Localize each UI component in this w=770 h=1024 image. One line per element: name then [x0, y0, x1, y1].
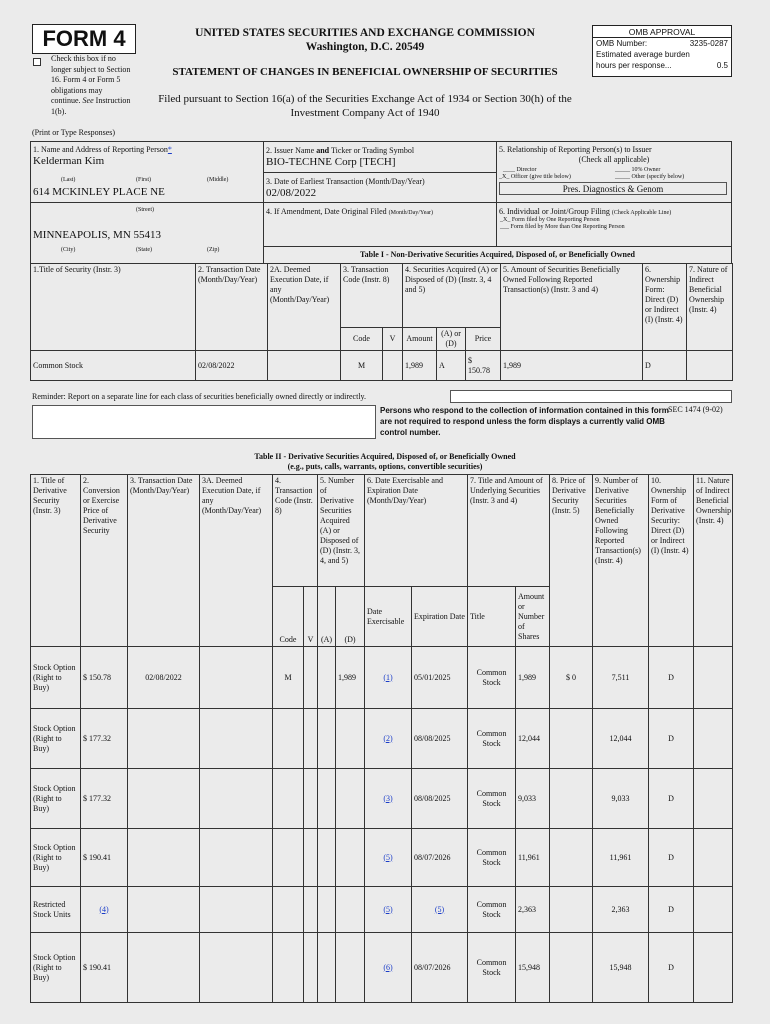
t2-expiration: 08/07/2026 [412, 829, 468, 887]
omb-title: OMB APPROVAL [593, 26, 731, 38]
table-row [31, 829, 733, 887]
t2-form: D [649, 709, 694, 769]
t2-date: 02/08/2022 [128, 647, 200, 709]
omb-number-value: 3235-0287 [689, 39, 728, 48]
t1-price: 150.78 [468, 365, 490, 375]
other-option: Other (specify below) [631, 174, 685, 180]
city-label: (City) [61, 247, 76, 253]
t2-v [304, 709, 318, 769]
t2-owned: 15,948 [593, 933, 649, 1003]
t2-nature [694, 887, 733, 933]
first-label: (First) [136, 177, 151, 183]
t2-h-ul-title: Title [468, 587, 516, 647]
t2-owned: 7,511 [593, 647, 649, 709]
t2-nature [694, 647, 733, 709]
t1-nature [687, 351, 733, 381]
box4-label: 4. If Amendment, Date Original Filed [266, 207, 387, 216]
t2-security: Stock Option (Right to Buy) [31, 829, 81, 887]
t2-ul-title: Common Stock [468, 709, 516, 769]
t2-d [336, 933, 365, 1003]
box1-label: 1. Name and Address of Reporting Person [33, 145, 168, 154]
t2-h-date: 3. Transaction Date (Month/Day/Year) [128, 475, 200, 647]
state-label: (State) [136, 247, 152, 253]
table2-title: Table II - Derivative Securities Acquired, Disposed of, or Beneficially Owned [254, 452, 516, 461]
omb-hours-value: 0.5 [716, 61, 728, 70]
agency-heading [160, 26, 570, 54]
t2-d [336, 769, 365, 829]
box3-label: 3. Date of Earliest Transaction (Month/Day/Year) [266, 177, 425, 186]
t1-h-price: Price [466, 328, 501, 351]
t2-deemed [200, 933, 273, 1003]
t1-price-sign: $ [468, 355, 472, 365]
t2-h-exp: Expiration Date [412, 587, 468, 647]
t2-expiration: 05/01/2025 [412, 647, 468, 709]
t2-h-v: V [304, 587, 318, 647]
street-label: (Street) [136, 207, 154, 213]
t2-deemed [200, 829, 273, 887]
t2-security: Stock Option (Right to Buy) [31, 709, 81, 769]
t2-nature [694, 829, 733, 887]
t2-nature [694, 933, 733, 1003]
notice-box [32, 405, 376, 439]
t2-d [336, 887, 365, 933]
t2-v [304, 829, 318, 887]
t1-price-cell [466, 351, 501, 381]
box1-footnote-mark[interactable]: * [167, 145, 172, 154]
t1-h-title: 1.Title of Security (Instr. 3) [31, 264, 196, 351]
table1-title: Table I - Non-Derivative Securities Acquired, Disposed of, or Beneficially Owned [263, 246, 732, 264]
t2-date [128, 933, 200, 1003]
table-row [31, 647, 733, 709]
t2-deriv-price [550, 887, 593, 933]
t2-v [304, 769, 318, 829]
t2-owned: 9,033 [593, 769, 649, 829]
t1-date: 02/08/2022 [196, 351, 268, 381]
t2-h-date-ex: Date Exercisable [365, 587, 412, 647]
table2-title-block [150, 452, 620, 472]
t2-expiration: 08/08/2025 [412, 709, 468, 769]
t2-owned: 12,044 [593, 709, 649, 769]
form-title: FORM 4 [32, 24, 136, 54]
t2-exercisable-footnote[interactable]: (2) [383, 733, 393, 743]
t2-exercisable-footnote[interactable]: (6) [383, 962, 393, 972]
table2 [30, 474, 733, 1003]
t2-ul-title: Common Stock [468, 829, 516, 887]
t2-form: D [649, 769, 694, 829]
t2-h-conversion: 2. Conversion or Exercise Price of Derivative Security [81, 475, 128, 647]
t2-form: D [649, 933, 694, 1003]
checkbox-label [51, 54, 131, 117]
earliest-date: 02/08/2022 [266, 187, 317, 199]
t2-ul-amount: 2,363 [516, 887, 550, 933]
reporting-person-city: MINNEAPOLIS, MN 55413 [33, 229, 162, 241]
section16-checkbox[interactable] [33, 58, 41, 66]
table-row [31, 933, 733, 1003]
t2-h-ul-amount: Amount or Number of Shares [516, 587, 550, 647]
filing-type-box [496, 202, 732, 247]
agency-line2: Washington, D.C. 20549 [305, 41, 425, 53]
t2-d [336, 829, 365, 887]
t1-h-date: 2. Transaction Date (Month/Day/Year) [196, 264, 268, 351]
t1-aord: A [437, 351, 466, 381]
t1-h-deemed: 2A. Deemed Execution Date, if any (Month/Day/Year) [268, 264, 341, 351]
t1-code: M [341, 351, 383, 381]
table-row [31, 351, 733, 381]
box2-label-a: 2. Issuer Name [266, 146, 315, 155]
t1-owned: 1,989 [501, 351, 643, 381]
t2-h-a: (A) [318, 587, 336, 647]
earliest-transaction-box [263, 172, 497, 203]
t2-date [128, 887, 200, 933]
t2-a [318, 887, 336, 933]
t2-expiration: 08/07/2026 [412, 933, 468, 1003]
officer-title: Pres. Diagnostics & Genom [499, 182, 727, 195]
reporting-person-street: 614 MCKINLEY PLACE NE [33, 186, 165, 198]
zip-label: (Zip) [207, 247, 220, 253]
t1-amount: 1,989 [403, 351, 437, 381]
reminder-box [450, 390, 732, 403]
officer-option: Officer (give title below) [510, 174, 571, 180]
t2-a [318, 769, 336, 829]
checkbox-see: See [82, 96, 94, 105]
filed-line2: Investment Company Act of 1940 [290, 107, 440, 119]
t1-h-aord: (A) or (D) [437, 328, 466, 351]
t2-security: Stock Option (Right to Buy) [31, 769, 81, 829]
t2-v [304, 887, 318, 933]
t2-ul-amount: 15,948 [516, 933, 550, 1003]
t2-a [318, 647, 336, 709]
t2-code [273, 769, 304, 829]
t2-nature [694, 709, 733, 769]
t2-h-form: 10. Ownership Form of Derivative Security: Direct (D) or Indirect (I) (Instr. 4) [649, 475, 694, 647]
t1-h-code: 3. Transaction Code (Instr. 8) [341, 264, 403, 328]
box6-sub: (Check Applicable Line) [611, 210, 672, 216]
t2-deriv-price: $ 0 [550, 647, 593, 709]
box5-label: 5. Relationship of Reporting Person(s) to Issuer [499, 145, 652, 154]
middle-label: (Middle) [207, 177, 229, 183]
t2-a [318, 709, 336, 769]
omb-hours-label: hours per response... [596, 61, 672, 70]
t2-deriv-price [550, 933, 593, 1003]
t2-security: Restricted Stock Units [31, 887, 81, 933]
t2-h-nature: 11. Nature of Indirect Beneficial Ownership (Instr. 4) [694, 475, 733, 647]
amendment-box [263, 202, 497, 247]
t2-ul-title: Common Stock [468, 887, 516, 933]
relationship-box: 5. Relationship of Reporting Person(s) to Issuer (Check all applicable) ____ Director _____ 10% Owner _X_ Officer (give title below) _____ Other (specify below) Pres. Diagnostics & Genom [496, 141, 732, 203]
t2-price: $ 190.41 [81, 933, 128, 1003]
t1-h-amount: Amount [403, 328, 437, 351]
t2-v [304, 933, 318, 1003]
box2-label-and: and [316, 146, 330, 155]
t2-date [128, 769, 200, 829]
t2-exercisable-footnote[interactable]: (3) [383, 793, 393, 803]
t2-code [273, 709, 304, 769]
reporting-person-name: Kelderman Kim [33, 155, 105, 167]
director-option: Director [516, 167, 537, 173]
t2-deemed [200, 887, 273, 933]
t2-form: D [649, 647, 694, 709]
t2-ul-amount: 12,044 [516, 709, 550, 769]
table-row [31, 887, 733, 933]
t2-deriv-price [550, 769, 593, 829]
t1-h-nature: 7. Nature of Indirect Beneficial Ownership (Instr. 4) [687, 264, 733, 351]
t1-h-code-sub: Code [341, 328, 383, 351]
t1-title: Common Stock [31, 351, 196, 381]
table-row [31, 769, 733, 829]
t2-ul-amount: 1,989 [516, 647, 550, 709]
omb-number-label: OMB Number: [596, 39, 648, 48]
t2-price: $ 177.32 [81, 769, 128, 829]
t2-exercisable-footnote[interactable]: (5) [383, 904, 393, 914]
reporting-person-box [30, 141, 264, 203]
table-row [31, 709, 733, 769]
t1-h-form: 6. Ownership Form: Direct (D) or Indirect (I) (Instr. 4) [643, 264, 687, 351]
t2-date [128, 709, 200, 769]
checkbox-text: Check this box if no longer subject to Section 16. Form 4 or Form 5 obligations may continue. [51, 54, 131, 105]
t2-h-price: 8. Price of Derivative Security (Instr. 5) [550, 475, 593, 647]
last-label: (Last) [61, 177, 76, 183]
t2-d [336, 709, 365, 769]
t2-owned: 11,961 [593, 829, 649, 887]
t2-code [273, 933, 304, 1003]
t2-h-code: 4. Transaction Code (Instr. 8) [273, 475, 318, 587]
t2-security: Stock Option (Right to Buy) [31, 647, 81, 709]
issuer-box [263, 141, 497, 173]
checkbox-instruction: Instruction 1(b). [51, 96, 131, 116]
t2-h-title: 1. Title of Derivative Security (Instr. 3) [31, 475, 81, 647]
one-person-option: _X_ Form filed by One Reporting Person [500, 217, 600, 223]
t2-h-underlying: 7. Title and Amount of Underlying Securities (Instr. 3 and 4) [468, 475, 550, 587]
t2-security: Stock Option (Right to Buy) [31, 933, 81, 1003]
t2-h-number: 5. Number of Derivative Securities Acquired (A) or Disposed of (D) (Instr. 3, 4, and 5) [318, 475, 365, 587]
t2-expiration: 08/08/2025 [412, 769, 468, 829]
box4-sub: (Month/Day/Year) [388, 210, 434, 216]
t2-d: 1,989 [336, 647, 365, 709]
table1 [30, 263, 733, 381]
t2-ul-title: Common Stock [468, 647, 516, 709]
t2-owned: 2,363 [593, 887, 649, 933]
omb-burden-label: Estimated average burden [596, 50, 690, 59]
t2-ul-amount: 11,961 [516, 829, 550, 887]
box2-label-b: Ticker or Trading Symbol [330, 146, 415, 155]
t2-price: $ 177.32 [81, 709, 128, 769]
t2-a [318, 829, 336, 887]
reporting-person-city-box [30, 202, 264, 264]
t2-h-owned: 9. Number of Derivative Securities Beneficially Owned Following Reported Transaction(s) (Instr. 4) [593, 475, 649, 647]
t2-nature [694, 769, 733, 829]
t2-deriv-price [550, 829, 593, 887]
t2-price: $ 190.41 [81, 829, 128, 887]
agency-line1: UNITED STATES SECURITIES AND EXCHANGE COMMISSION [195, 27, 535, 39]
box5-sub: (Check all applicable) [578, 155, 650, 164]
t2-code: M [273, 647, 304, 709]
statement-title: STATEMENT OF CHANGES IN BENEFICIAL OWNERSHIP OF SECURITIES [172, 66, 558, 78]
t1-h-v: V [383, 328, 403, 351]
t2-ul-amount: 9,033 [516, 769, 550, 829]
t1-v [383, 351, 403, 381]
sec-code: SEC 1474 (9-02) [668, 405, 723, 414]
t2-exercisable-footnote[interactable]: (5) [383, 852, 393, 862]
t2-a [318, 933, 336, 1003]
t2-deriv-price [550, 709, 593, 769]
t2-form: D [649, 829, 694, 887]
t2-v [304, 647, 318, 709]
box6-label: 6. Individual or Joint/Group Filing [499, 207, 610, 216]
owner10-option: 10% Owner [631, 167, 661, 173]
t2-price: $ 150.78 [81, 647, 128, 709]
t2-form: D [649, 887, 694, 933]
t2-deemed [200, 709, 273, 769]
t1-deemed [268, 351, 341, 381]
t2-h-exercisable: 6. Date Exercisable and Expiration Date (Month/Day/Year) [365, 475, 468, 587]
more-person-option: ___ Form filed by More than One Reporting Person [500, 224, 625, 230]
issuer-name: BIO-TECHNE Corp [TECH] [266, 156, 396, 168]
table2-subtitle: (e.g., puts, calls, warrants, options, convertible securities) [287, 462, 483, 471]
t2-h-code-sub: Code [273, 587, 304, 647]
t2-exercisable-footnote[interactable]: (1) [383, 672, 393, 682]
t1-form: D [643, 351, 687, 381]
print-note: (Print or Type Responses) [32, 128, 116, 137]
t2-ul-title: Common Stock [468, 933, 516, 1003]
t1-h-owned: 5. Amount of Securities Beneficially Owned Following Reported Transaction(s) (Instr. 3 and 4) [501, 264, 643, 351]
t2-deemed [200, 769, 273, 829]
t2-price-footnote[interactable]: (4) [99, 904, 109, 914]
t2-code [273, 829, 304, 887]
t2-ul-title: Common Stock [468, 769, 516, 829]
t2-h-d: (D) [336, 587, 365, 647]
omb-notice: Persons who respond to the collection of information contained in this form are not required to respond unless the form displays a currently valid OMB control number. [380, 406, 669, 437]
t2-h-deemed: 3A. Deemed Execution Date, if any (Month/Day/Year) [200, 475, 273, 647]
omb-approval-box [592, 25, 732, 77]
t2-expiration-footnote[interactable]: (5) [434, 904, 445, 914]
officer-mark: _X_ [499, 174, 510, 180]
filed-line1: Filed pursuant to Section 16(a) of the Securities Exchange Act of 1934 or Section 30(h) of the [158, 93, 572, 105]
t2-deemed [200, 647, 273, 709]
filed-pursuant [140, 92, 590, 120]
t2-date [128, 829, 200, 887]
reminder: Reminder: Report on a separate line for each class of securities beneficially owned directly or indirectly. [32, 392, 367, 401]
t2-code [273, 887, 304, 933]
t1-h-acquired: 4. Securities Acquired (A) or Disposed of (D) (Instr. 3, 4 and 5) [403, 264, 501, 328]
